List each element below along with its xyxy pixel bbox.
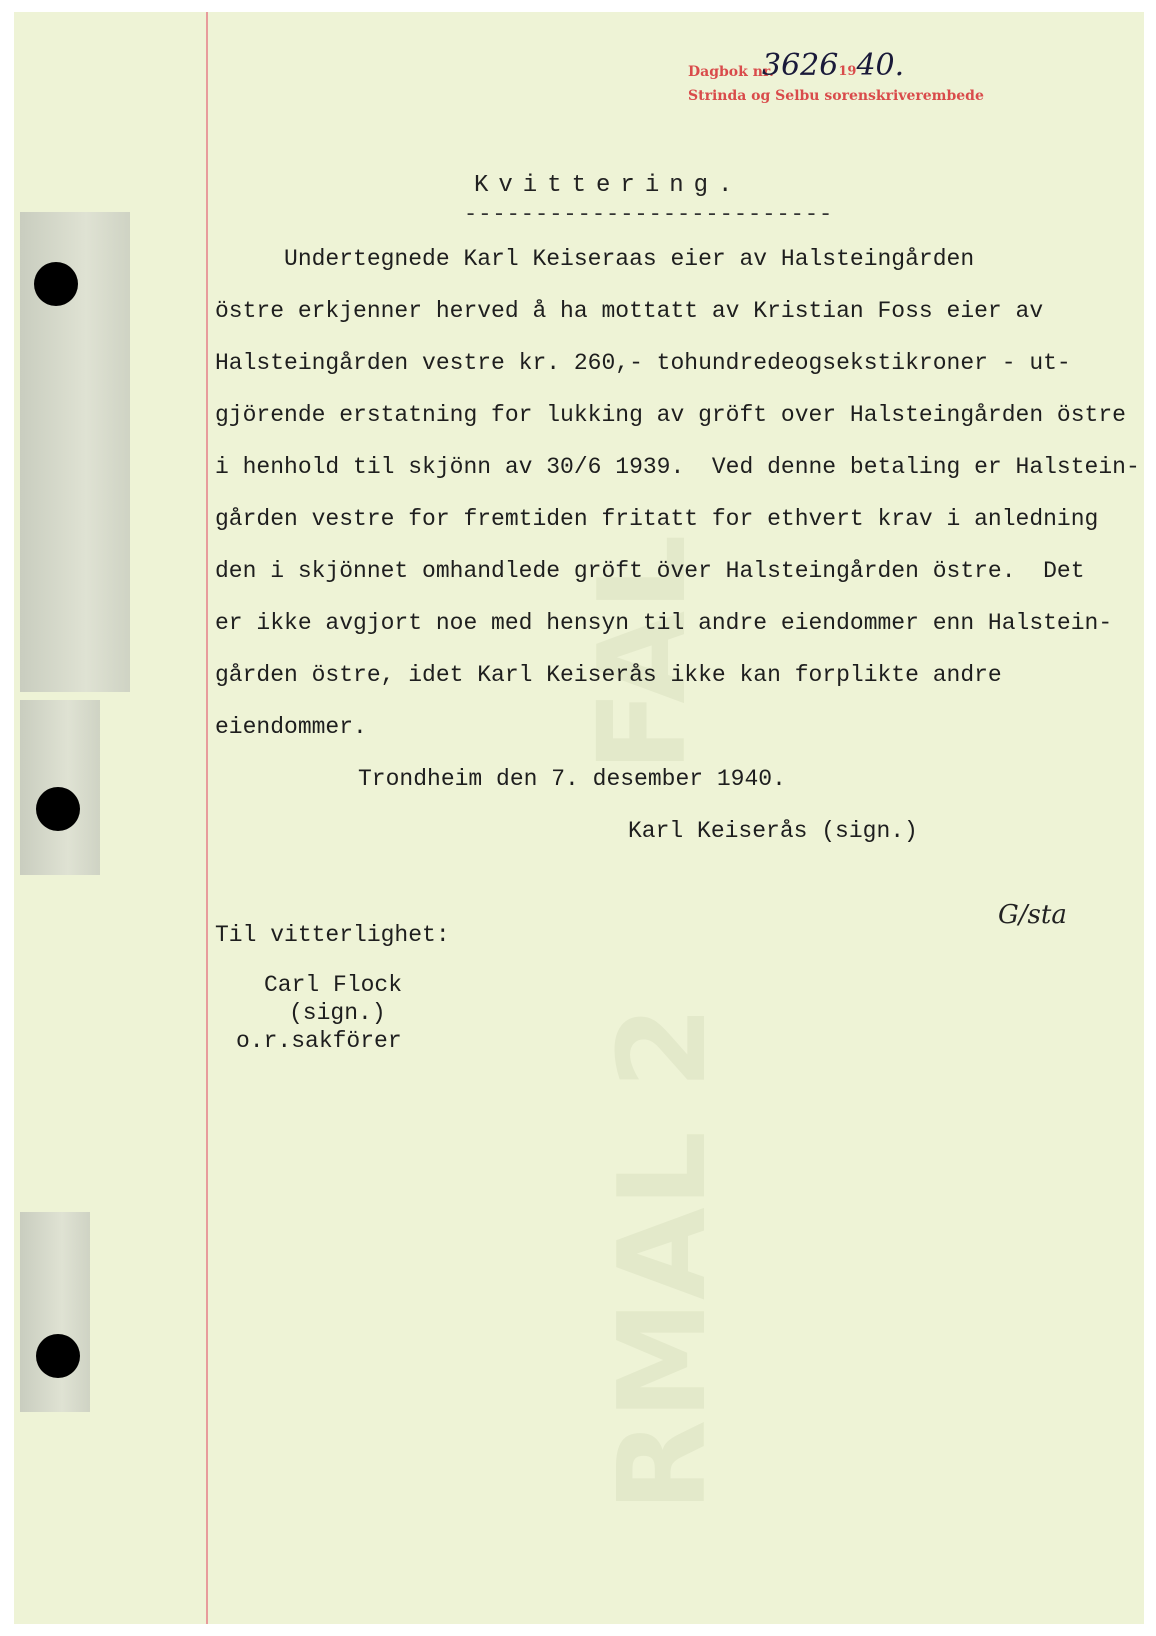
stamp-year-prefix: 19 <box>838 64 857 79</box>
registry-stamp-line2: Strinda og Selbu sorenskriverembede <box>688 88 984 104</box>
document-title: Kvittering. <box>474 172 743 199</box>
witness-heading: Til vitterlighet: <box>215 922 450 948</box>
stamp-prefix: Dagbok nr. <box>688 64 774 80</box>
paragraph-line: eiendommer. <box>215 714 367 740</box>
punch-hole-upper <box>34 262 78 306</box>
watermark-text-upper: FAL <box>574 534 713 772</box>
witness-title: o.r.sakförer <box>236 1028 402 1054</box>
registry-stamp-line1 <box>688 64 774 80</box>
paragraph-line: östre erkjenner herved å ha mottatt av Kristian Foss eier av <box>215 298 1044 324</box>
punch-hole-lower <box>36 1334 80 1378</box>
title-underline: -------------------------- <box>464 202 834 227</box>
place-date: Trondheim den 7. desember 1940. <box>358 766 786 792</box>
paragraph-line: den i skjönnet omhandlede gröft över Halsteingården östre. Det <box>215 558 1085 584</box>
paragraph-line: Undertegnede Karl Keiseraas eier av Halsteingården <box>215 246 975 272</box>
witness-sign: (sign.) <box>289 1000 386 1026</box>
handwritten-initials: G/sta <box>998 900 1067 930</box>
watermark-text-lower: RMAL 2 <box>594 1005 733 1512</box>
paragraph-line: er ikke avgjort noe med hensyn til andre eiendommer enn Halstein- <box>215 610 1113 636</box>
paragraph-line: i henhold til skjönn av 30/6 1939. Ved denne betaling er Halstein- <box>215 454 1140 480</box>
punch-hole-middle <box>36 787 80 831</box>
document-page <box>14 12 1144 1624</box>
stamp-year-suffix: 40. <box>856 48 905 83</box>
signature: Karl Keiserås (sign.) <box>628 818 918 844</box>
paragraph-line: gjörende erstatning for lukking av gröft over Halsteingården östre <box>215 402 1126 428</box>
stamp-number: 3626 <box>762 48 839 83</box>
registry-stamp-number <box>762 48 904 83</box>
margin-line <box>206 12 208 1624</box>
binding-strip-lower <box>20 1212 90 1412</box>
paragraph-line: Halsteingården vestre kr. 260,- tohundredeogsekstikroner - ut- <box>215 350 1071 376</box>
paragraph-line: gården vestre for fremtiden fritatt for ethvert krav i anledning <box>215 506 1099 532</box>
paragraph-line: gården östre, idet Karl Keiserås ikke kan forplikte andre <box>215 662 1002 688</box>
witness-name: Carl Flock <box>264 972 403 998</box>
